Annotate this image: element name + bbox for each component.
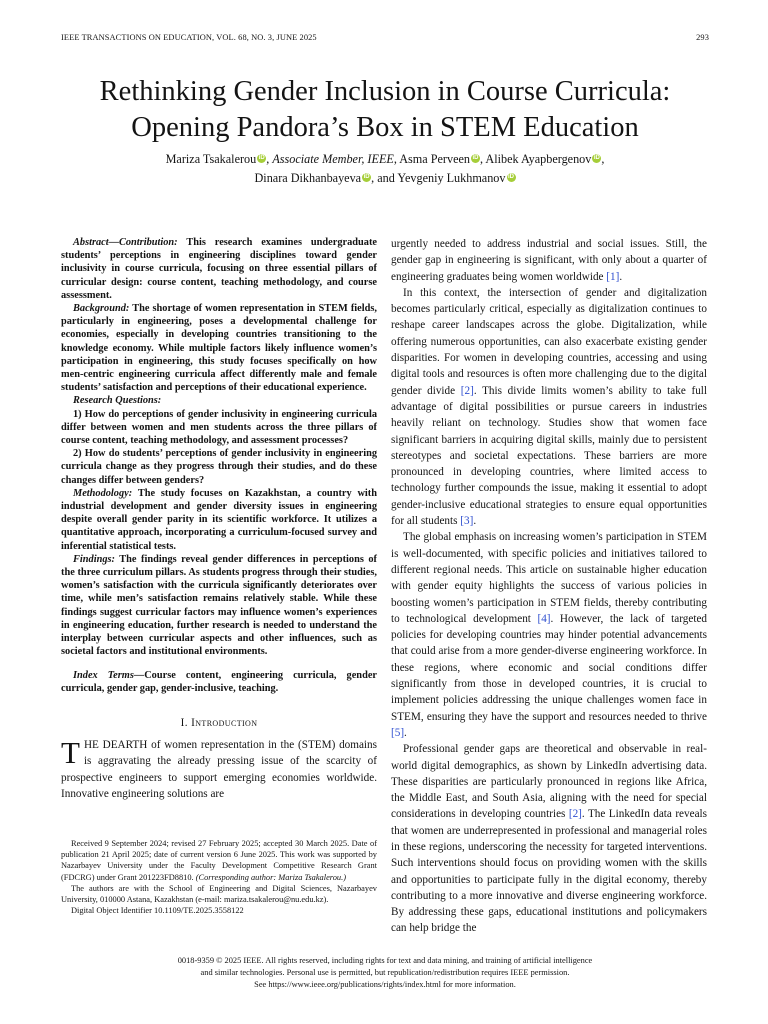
citation-link[interactable]: [2] bbox=[568, 808, 582, 821]
copyright-notice: 0018-9359 © 2025 IEEE. All rights reserved, including rights for text and data mining, and training of artificial intelligence and similar technologies. Personal use is permitted, but republication/redistribution requires IEEE permission. See https://www.ieee.org/publications/rights/index.html for more information. bbox=[85, 955, 685, 991]
introduction-text: THE DEARTH of women representation in the (STEM) domains is aggravating the already pressing issue of the scarcity of prospective engineers to support emerging economies worldwide. Innovative engineering solutions are bbox=[61, 735, 377, 800]
research-question-1: 1) How do perceptions of gender inclusivity in engineering curricula differ between women and men students across the three pillars of course content, teaching methodology, and assessment processes? bbox=[61, 408, 377, 447]
index-terms: Index Terms—Course content, engineering curricula, gender curricula, gender gap, gender-inclusive, teaching. bbox=[61, 669, 377, 694]
author-name: Mariza Tsakalerou bbox=[165, 152, 257, 166]
citation-link[interactable]: [4] bbox=[537, 612, 551, 625]
abstract-background: Background: The shortage of women representation in STEM fields, particularly in engineering, poses a developmental challenge for economies, especially in developing countries transitioning to the knowledge economy. While multiple factors likely influence women’s participation in engineering, this study focuses specifically on how men-centric engineering curricula affect differently male and female students’ satisfaction and perceptions of their educational experience. bbox=[61, 303, 377, 394]
left-column bbox=[61, 236, 377, 802]
orcid-icon[interactable]: iD bbox=[363, 174, 370, 180]
publication-history: Received 9 September 2024; revised 27 February 2025; accepted 30 March 2025. Date of publication 21 April 2025; date of current version 6 June 2025. This work was supported by Nazarbayev University under the Faculty Development Competitive Research Grant (FDCRG) under Grant 201223FD8810. (Corresponding author: Mariza Tsakalerou.) bbox=[61, 839, 377, 882]
author-list bbox=[60, 150, 710, 188]
footnote bbox=[61, 838, 377, 916]
author-role: Associate Member, IEEE bbox=[272, 152, 394, 166]
citation-link[interactable]: [1] bbox=[606, 270, 620, 283]
authors-line-1: Mariza Tsakalerou iD , Associate Member, IEEE, Asma Perveen iD , Alibek Ayapbergenov iD , bbox=[165, 152, 605, 166]
running-header bbox=[61, 33, 709, 47]
orcid-icon[interactable]: iD bbox=[593, 155, 600, 161]
paper-title bbox=[40, 74, 730, 146]
drop-cap: T bbox=[61, 735, 80, 771]
paragraph: In this context, the intersection of gender and digitalization becomes particularly critical, especially as digitalization continues to reshape career landscapes across the globe. Digitalization, while offering numerous opportunities, can also exacerbate existing gender disparities. For women in developing countries, accessing and using digital tools and resources is often more challenging due to the digital gender divide [2]. This divide limits women’s ability to take full advantage of digital possibilities or pursue careers in industries heavily reliant on technology. Studies show that women face significant barriers in acquiring digital skills, mainly due to persistent stereotypes and societal expectations. These barriers are more pronounced in developing countries, where limited access to technology further compounds the issue, making it essential to adopt gender-inclusive educational strategies to ensure equal opportunities for all students [3]. bbox=[391, 286, 708, 528]
research-question-2: 2) How do students’ perceptions of gender inclusivity in engineering curricula change as they progress through their studies, and do these changes differ between genders? bbox=[61, 448, 377, 486]
citation-link[interactable]: [2] bbox=[460, 384, 474, 397]
authors-line-2: Dinara Dikhanbayeva iD , and Yevgeniy Lukhmanov iD bbox=[254, 171, 514, 185]
paragraph: urgently needed to address industrial and social issues. Still, the gender gap in engineering is significant, with only about a quarter of engineering graduates being women worldwide [1]. bbox=[391, 238, 707, 283]
right-column bbox=[391, 236, 707, 937]
paragraph: Professional gender gaps are theoretical and observable in real-world digital demographics, as shown by LinkedIn advertising data. These disparities are particularly pronounced in regions like Africa, the Middle East, and South Asia, aligning with the need for special considerations in developing countries [2]. The LinkedIn data reveals that women are underrepresented in professional and managerial roles in these regions, underscoring the necessity for targeted interventions. Such interventions should focus on providing women with the skills and opportunities to participate fully in the digital economy, thereby contributing to a more innovative and diverse engineering workforce. By addressing these gaps, educational institutions and policymakers can help bridge the bbox=[391, 743, 708, 935]
author-name: Alibek Ayapbergenov bbox=[485, 152, 592, 166]
abstract-contribution: Abstract—Contribution: This research examines undergraduate students’ perceptions in engineering disciplines toward gender inclusivity in course curricula, focusing on three essential pillars of curricular design: course content, teaching methodology, and course assessment. bbox=[61, 237, 377, 301]
journal-info: IEEE TRANSACTIONS ON EDUCATION, VOL. 68, NO. 3, JUNE 2025 bbox=[61, 33, 317, 42]
doi: Digital Object Identifier 10.1109/TE.2025.3558122 bbox=[71, 906, 244, 916]
abstract bbox=[61, 236, 377, 695]
title-line-1: Rethinking Gender Inclusion in Course Curricula: bbox=[99, 76, 671, 107]
abstract-methodology: Methodology: The study focuses on Kazakhstan, a country with industrial development and gender diversity issues in engineering despite overall gender parity in its scientific workforce. It utilizes a quantitative approach, incorporating a curriculum-focused survey and inferential statistical tests. bbox=[61, 487, 377, 552]
author-name: Dinara Dikhanbayeva bbox=[254, 171, 362, 185]
title-line-2: Opening Pandora’s Box in STEM Education bbox=[131, 112, 639, 143]
orcid-icon[interactable]: iD bbox=[508, 174, 514, 180]
orcid-icon[interactable]: iD bbox=[472, 155, 479, 161]
author-affiliation: The authors are with the School of Engineering and Digital Sciences, Nazarbayev University, 010000 Astana, Kazakhstan (e-mail: mariza.tsakalerou@nu.edu.kz). bbox=[61, 883, 377, 905]
author-name: Yevgeniy Lukhmanov bbox=[397, 171, 506, 185]
citation-link[interactable]: [5] bbox=[391, 726, 405, 739]
section-heading: I. Introduction bbox=[180, 716, 258, 729]
orcid-icon[interactable]: iD bbox=[258, 155, 265, 161]
citation-link[interactable]: [3] bbox=[460, 515, 474, 528]
page-number: 293 bbox=[696, 33, 709, 42]
rights-url: See https://www.ieee.org/publications/rights/index.html for more information. bbox=[254, 980, 516, 989]
research-questions-label: Research Questions: bbox=[73, 395, 162, 407]
paragraph: The global emphasis on increasing women’s participation in STEM is well-documented, with specific policies and initiatives tailored to different regional needs. This article on sustainable higher education with gender equity highlights the success of various policies in boosting women’s participation in STEM fields, thereby contributing to technological development [4]. However, the lack of targeted policies for developing countries may hinder potential advancements that could arise from a more gender-diverse engineering workforce. In these regions, where economic and social conditions differ significantly from those in developed countries, it is crucial to implement policies addressing the unique challenges women face in STEM, ensuring they have the support and resources needed to thrive [5]. bbox=[391, 531, 708, 739]
author-name: Asma Perveen bbox=[399, 152, 470, 166]
abstract-findings: Findings: The findings reveal gender differences in perceptions of the three curriculum pillars. As students progress through their studies, women’s satisfaction with the curricula significantly deteriorates over time, while men’s satisfaction remains relatively stable. While these findings suggest curricular factors may influence women’s experiences in engineering education, further research is needed to understand the interplay between curricular aspects and other influences, such as societal factors and institutional environments. bbox=[61, 553, 377, 658]
